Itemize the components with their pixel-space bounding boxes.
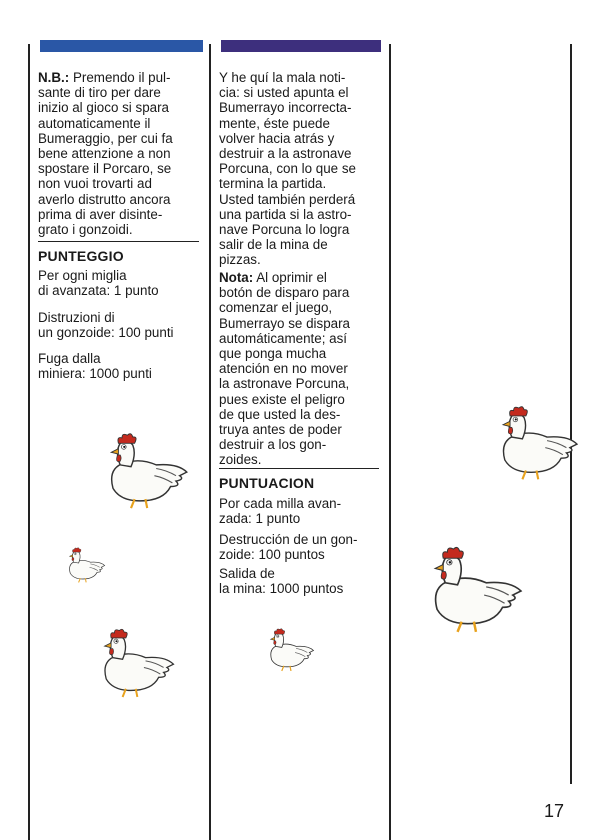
italian-note-label: N.B.: bbox=[38, 70, 70, 85]
spanish-score-item-escape: Salida de la mina: 1000 puntos bbox=[219, 566, 344, 597]
page-number: 17 bbox=[543, 801, 564, 821]
header-bar-spanish bbox=[221, 40, 381, 52]
spanish-note-text: Al oprimir el botón de disparo para comenzar el juego, Bumerrayo se dispara automáticamente; así que ponga mucha atención en no mover la astronave Porcuna, pues existe el peligro de que usted la des- truya antes de poder destruir a los gon- zoides. bbox=[219, 270, 350, 468]
hen-illustration-4 bbox=[266, 628, 318, 674]
hen-illustration-5 bbox=[496, 404, 584, 486]
column-divider-right bbox=[389, 44, 391, 840]
italian-note bbox=[38, 70, 208, 237]
italian-score-item-escape: Fuga dalla miniera: 1000 punti bbox=[38, 351, 152, 382]
header-bar-italian bbox=[40, 40, 203, 52]
italian-score-heading: PUNTEGGIO bbox=[38, 248, 124, 264]
spanish-note-label: Nota: bbox=[219, 270, 254, 285]
spanish-score-heading: PUNTUACION bbox=[219, 475, 315, 491]
spanish-score-item-gonzoid: Destrucción de un gon- zoide: 100 puntos bbox=[219, 532, 358, 563]
spanish-score-rule bbox=[219, 468, 379, 469]
spanish-score-item-miles: Por cada milla avan- zada: 1 punto bbox=[219, 496, 342, 527]
italian-note-text: Premendo il pul- sante di tiro per dare inizio al gioco si spara automaticamente il Bumeraggio, per cui fa bene attenzione a non spostare il Porcaro, se non vuoi trovarti ad averlo distrutto ancora prima di aver disinte- grato i gonzoidi. bbox=[38, 70, 173, 238]
hen-illustration-3 bbox=[98, 626, 180, 704]
spanish-note bbox=[219, 270, 389, 468]
hen-illustration-1 bbox=[104, 430, 194, 516]
hen-illustration-2 bbox=[66, 546, 108, 586]
italian-score-item-gonzoid: Distruzioni di un gonzoide: 100 punti bbox=[38, 310, 174, 341]
spanish-intro-text: Y he quí la mala noti- cia: si usted apunta el Bumerrayo incorrecta- mente, éste puede volver hacia atrás y destruir a la astronave Porcuna, con lo que se termina la partida. Usted también perderá una partida si la astro- nave Porcuna lo logra salir de la mina de pizzas. bbox=[219, 70, 356, 268]
spanish-intro bbox=[219, 70, 389, 268]
hen-illustration-6 bbox=[426, 546, 530, 638]
column-divider-left bbox=[28, 44, 30, 840]
column-divider-middle bbox=[209, 44, 211, 840]
italian-score-item-miles: Per ogni miglia di avanzata: 1 punto bbox=[38, 268, 159, 299]
italian-score-rule bbox=[38, 241, 199, 242]
